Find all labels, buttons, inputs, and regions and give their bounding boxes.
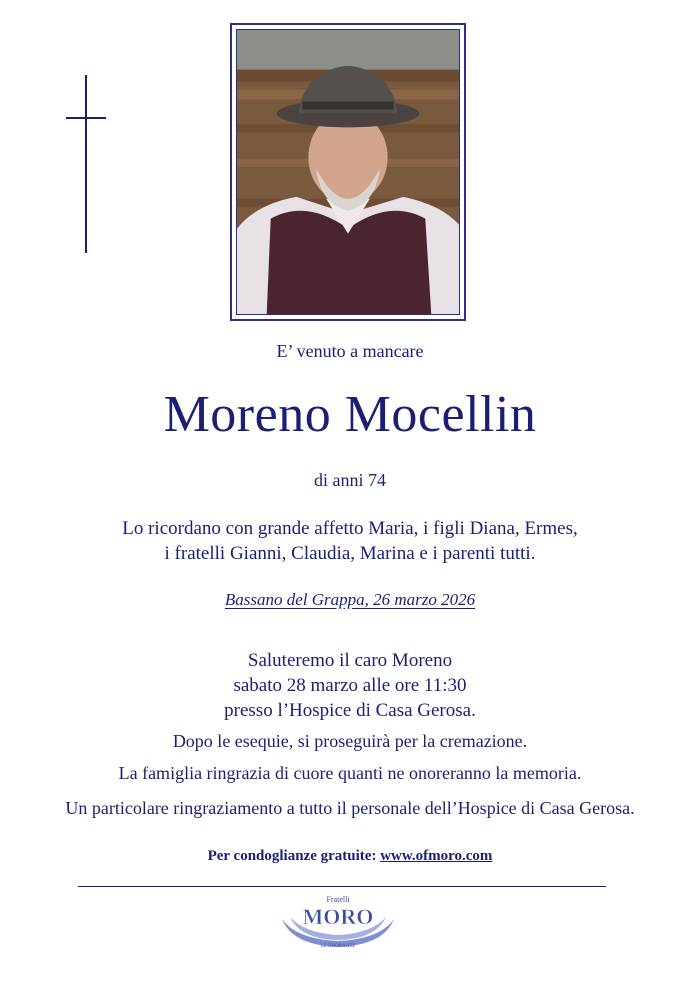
deceased-name: Moreno Mocellin bbox=[163, 386, 537, 443]
remembered-by bbox=[0, 516, 700, 566]
logo-main-text: MORO bbox=[302, 904, 374, 929]
portrait-image bbox=[237, 30, 459, 314]
remembered-by-line: i fratelli Gianni, Claudia, Marina e i parenti tutti. bbox=[164, 543, 536, 564]
condolences-link[interactable]: www.ofmoro.com bbox=[380, 848, 493, 864]
logo-mark bbox=[276, 893, 400, 949]
family-thanks: La famiglia ringrazia di cuore quanti ne onoreranno la memoria. bbox=[118, 763, 582, 783]
divider bbox=[78, 886, 606, 887]
moro-logo bbox=[276, 893, 400, 949]
age-text: di anni 74 bbox=[314, 470, 386, 490]
special-thanks: Un particolare ringraziamento a tutto il personale dell’Hospice di Casa Gerosa. bbox=[65, 798, 635, 818]
condolences-label: Per condoglianze gratuite: bbox=[207, 848, 377, 864]
place-date-text: Bassano del Grappa, 26 marzo 2026 bbox=[224, 590, 476, 609]
ceremony-line: sabato 28 marzo alle ore 11:30 bbox=[233, 675, 467, 696]
ceremony-line: Saluteremo il caro Moreno bbox=[247, 650, 453, 671]
cross-icon bbox=[66, 75, 106, 253]
logo-top-text: Fratelli bbox=[326, 895, 350, 904]
portrait-frame bbox=[230, 23, 466, 321]
ceremony-block bbox=[0, 648, 700, 723]
logo-bottom-text: LE ONORANZE bbox=[320, 944, 356, 949]
remembered-by-line: Lo ricordano con grande affetto Maria, i figli Diana, Ermes, bbox=[122, 518, 578, 539]
cremation-note: Dopo le esequie, si proseguirà per la cremazione. bbox=[172, 731, 528, 751]
condolences bbox=[0, 848, 700, 865]
intro-text: E’ venuto a mancare bbox=[276, 341, 424, 361]
ceremony-line: presso l’Hospice di Casa Gerosa. bbox=[224, 700, 476, 721]
portrait-photo bbox=[236, 29, 460, 315]
place-date bbox=[0, 590, 700, 610]
